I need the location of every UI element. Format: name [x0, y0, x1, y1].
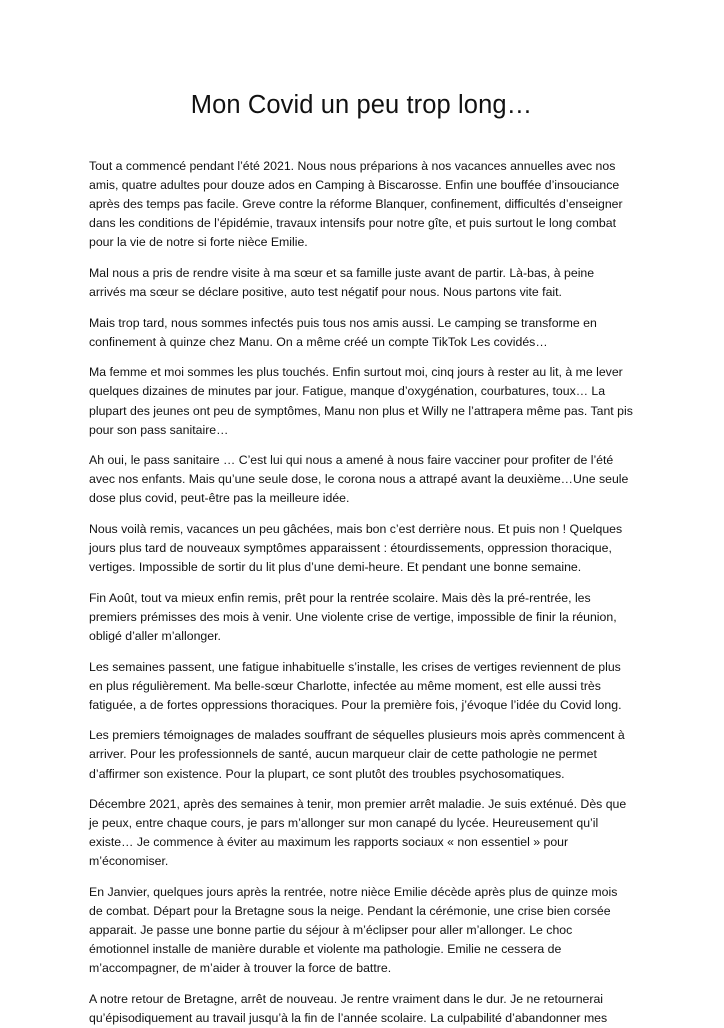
paragraph-10: Décembre 2021, après des semaines à tenir, mon premier arrêt maladie. Je suis exténué. Dès que je peux, entre chaque cours, je pars m’allonger sur mon canapé du lycée. Heureusement qu’il existe… Je commence à éviter au maximum les rapports sociaux « non essentiel » pour m’économiser.	[89, 797, 627, 869]
paragraph-8: Les semaines passent, une fatigue inhabituelle s’installe, les crises de vertiges reviennent de plus en plus régulièrement. Ma belle-sœur Charlotte, infectée au même moment, est elle aussi très fatiguée, a de fortes oppressions thoraciques. Pour la première fois, j’évoque l’idée du Covid long.	[89, 659, 622, 712]
paragraph-3: Mais trop tard, nous sommes infectés puis tous nos amis aussi. Le camping se transforme en confinement à quinze chez Manu. On a même créé un compte TikTok Les covidés…	[89, 315, 597, 349]
paragraph-12: A notre retour de Bretagne, arrêt de nouveau. Je rentre vraiment dans le dur. Je ne retournerai qu’épisodiquement au travail jusqu’à la fin de l’année scolaire. La culpabilité d’abandonner mes	[89, 991, 608, 1026]
paragraph-9: Les premiers témoignages de malades souffrant de séquelles plusieurs mois après commencent à arriver. Pour les professionnels de santé, aucun marqueur clair de cette pathologie ne permet d’affirmer son existence. Pour la plupart, ce sont plutôt des troubles psychosomatiques.	[89, 728, 625, 781]
document-title: Mon Covid un peu trop long…	[190, 91, 533, 119]
paragraph-5: Ah oui, le pass sanitaire … C’est lui qui nous a amené à nous faire vacciner pour profiter de l’été avec nos enfants. Mais qu’une seule dose, le corona nous a attrapé avant la deuxième…Une seule dose plus covid, peut-être pas la meilleure idée.	[89, 453, 629, 506]
paragraph-11: En Janvier, quelques jours après la rentrée, notre nièce Emilie décède après plus de quinze mois de combat. Départ pour la Bretagne sous la neige. Pendant la cérémonie, une crise bien corsée apparait. Je passe une bonne partie du séjour à m’éclipser pour aller m’allonger. Le choc émotionnel installe de manière durable et violente ma pathologie. Emilie ne cessera de m’accompagner, de m’aider à trouver la force de battre.	[89, 885, 618, 976]
paragraph-7: Fin Août, tout va mieux enfin remis, prêt pour la rentrée scolaire. Mais dès la pré-rentrée, les premiers prémisses des mois à venir. Une violente crise de vertige, impossible de finir la réunion, obligé d’aller m’allonger.	[89, 590, 617, 643]
paragraph-1: Tout a commencé pendant l’été 2021. Nous nous préparions à nos vacances annuelles avec nos amis, quatre adultes pour douze ados en Camping à Biscarosse. Enfin une bouffée d’insouciance après des temps pas facile. Greve contre la réforme Blanquer, confinement, difficultés d’enseigner dans les conditions de l’épidémie, travaux intensifs pour notre gîte, et puis surtout le long combat pour la vie de notre si forte nièce Emilie.	[89, 159, 623, 250]
paragraph-4: Ma femme et moi sommes les plus touchés. Enfin surtout moi, cinq jours à rester au lit, à me lever quelques dizaines de minutes par jour. Fatigue, manque d’oxygénation, courbatures, toux… La plupart des jeunes ont peu de symptômes, Manu non plus et Willy ne l’attrapera même pas. Tant pis pour son pass sanitaire…	[89, 365, 633, 437]
document-body	[89, 157, 634, 1028]
paragraph-2: Mal nous a pris de rendre visite à ma sœur et sa famille juste avant de partir. Là-bas, à peine arrivés ma sœur se déclare positive, auto test négatif pour nous. Nous partons vite fait.	[89, 265, 595, 300]
paragraph-6: Nous voilà remis, vacances un peu gâchées, mais bon c’est derrière nous. Et puis non ! Quelques jours plus tard de nouveaux symptômes apparaissent : étourdissements, oppression thoracique, vertiges. Impossible de sortir du lit plus d’une demi-heure. Et pendant une bonne semaine.	[89, 522, 623, 575]
